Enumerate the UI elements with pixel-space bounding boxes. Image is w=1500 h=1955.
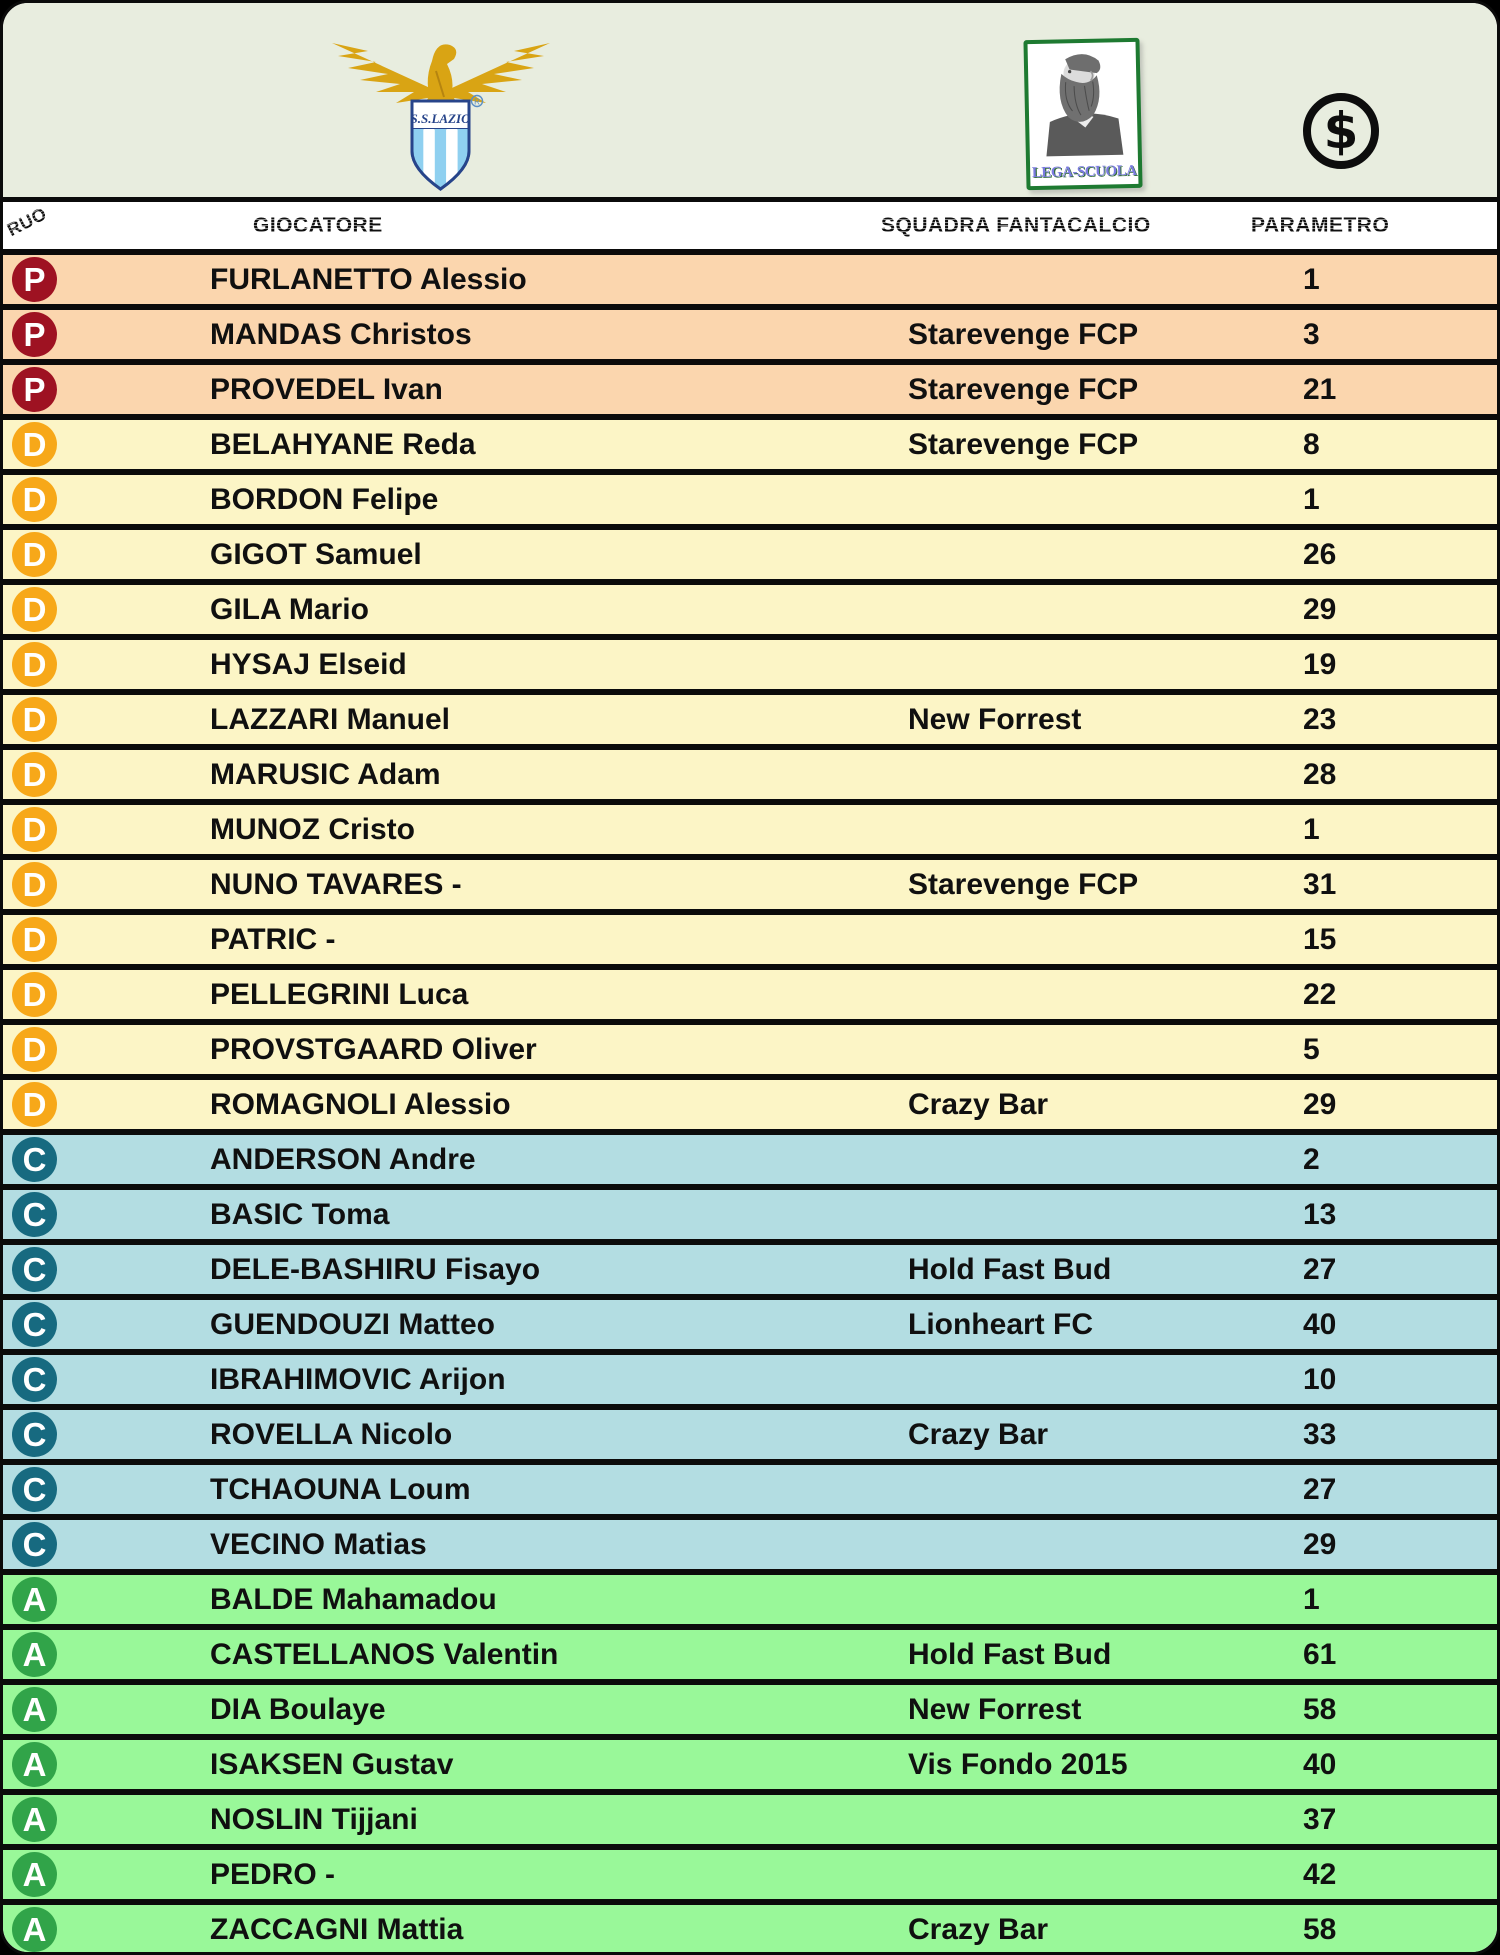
role-badge: C — [12, 1192, 57, 1237]
player-parametro: 1 — [1303, 483, 1320, 516]
role-badge: C — [12, 1412, 57, 1457]
role-badge: D — [12, 917, 57, 962]
player-parametro: 37 — [1303, 1803, 1337, 1836]
player-fantateam: Starevenge FCP — [908, 373, 1139, 406]
player-name: ZACCAGNI Mattia — [210, 1913, 464, 1946]
player-parametro: 3 — [1303, 318, 1320, 351]
role-badge: D — [12, 642, 57, 687]
player-parametro: 19 — [1303, 648, 1337, 681]
player-row — [3, 585, 1497, 640]
player-row — [3, 1190, 1497, 1245]
player-name: CASTELLANOS Valentin — [210, 1638, 559, 1671]
player-name: MUNOZ Cristo — [210, 813, 415, 846]
player-table-body — [3, 255, 1497, 1955]
player-row — [3, 365, 1497, 420]
column-header-ruolo: RUO — [0, 192, 56, 253]
player-row — [3, 750, 1497, 805]
player-fantateam: Hold Fast Bud — [908, 1638, 1112, 1671]
player-row — [3, 695, 1497, 750]
player-parametro: 23 — [1303, 703, 1337, 736]
player-name: TCHAOUNA Loum — [210, 1473, 471, 1506]
lazio-badge-text: S.S.LAZIO — [410, 111, 471, 126]
registered-mark: R — [474, 97, 480, 107]
role-badge: A — [12, 1687, 57, 1732]
player-parametro: 26 — [1303, 538, 1337, 571]
league-logo — [1023, 38, 1142, 190]
player-row — [3, 1740, 1497, 1795]
role-badge: D — [12, 1082, 57, 1127]
role-badge: C — [12, 1522, 57, 1567]
player-parametro: 31 — [1303, 868, 1337, 901]
player-row — [3, 805, 1497, 860]
player-name: IBRAHIMOVIC Arijon — [210, 1363, 506, 1396]
role-badge: D — [12, 477, 57, 522]
dollar-symbol: $ — [1323, 102, 1359, 160]
player-row — [3, 420, 1497, 475]
player-parametro: 27 — [1303, 1473, 1337, 1506]
player-name: PROVEDEL Ivan — [210, 373, 443, 406]
player-name: DIA Boulaye — [210, 1693, 386, 1726]
player-row — [3, 640, 1497, 695]
player-fantateam: Starevenge FCP — [908, 868, 1139, 901]
player-parametro: 29 — [1303, 1528, 1337, 1561]
player-fantateam: Vis Fondo 2015 — [908, 1748, 1128, 1781]
player-name: GIGOT Samuel — [210, 538, 422, 571]
role-badge: D — [12, 697, 57, 742]
player-parametro: 33 — [1303, 1418, 1337, 1451]
player-name: GILA Mario — [210, 593, 369, 626]
player-fantateam: Lionheart FC — [908, 1308, 1093, 1341]
role-badge: D — [12, 807, 57, 852]
player-name: PEDRO - — [210, 1858, 336, 1891]
player-name: HYSAJ Elseid — [210, 648, 407, 681]
role-badge: D — [12, 587, 57, 632]
role-badge: A — [12, 1852, 57, 1897]
player-parametro: 40 — [1303, 1748, 1337, 1781]
player-parametro: 22 — [1303, 978, 1337, 1011]
player-row — [3, 1575, 1497, 1630]
player-row — [3, 310, 1497, 365]
player-parametro: 61 — [1303, 1638, 1337, 1671]
player-name: ANDERSON Andre — [210, 1143, 476, 1176]
player-row — [3, 1795, 1497, 1850]
player-row — [3, 860, 1497, 915]
player-name: LAZZARI Manuel — [210, 703, 450, 736]
player-name: PATRIC - — [210, 923, 336, 956]
player-name: ROMAGNOLI Alessio — [210, 1088, 511, 1121]
player-name: FURLANETTO Alessio — [210, 263, 527, 296]
player-name: ROVELLA Nicolo — [210, 1418, 453, 1451]
player-parametro: 1 — [1303, 813, 1320, 846]
role-badge: P — [12, 257, 57, 302]
player-fantateam: New Forrest — [908, 1693, 1082, 1726]
player-parametro: 28 — [1303, 758, 1337, 791]
role-badge: C — [12, 1137, 57, 1182]
player-row — [3, 1025, 1497, 1080]
role-badge: A — [12, 1797, 57, 1842]
top-banner — [3, 3, 1497, 197]
player-name: MARUSIC Adam — [210, 758, 441, 791]
player-parametro: 1 — [1303, 263, 1320, 296]
player-name: PELLEGRINI Luca — [210, 978, 469, 1011]
player-row — [3, 1135, 1497, 1190]
player-parametro: 2 — [1303, 1143, 1320, 1176]
role-badge: C — [12, 1467, 57, 1512]
player-row — [3, 255, 1497, 310]
player-row — [3, 1630, 1497, 1685]
role-badge: D — [12, 862, 57, 907]
column-header-parametro: PARAMETRO — [1251, 202, 1389, 249]
player-fantateam: Crazy Bar — [908, 1418, 1049, 1451]
player-row — [3, 1850, 1497, 1905]
player-name: MANDAS Christos — [210, 318, 472, 351]
table-header-row — [3, 197, 1497, 255]
player-fantateam: Starevenge FCP — [908, 318, 1139, 351]
player-row — [3, 1685, 1497, 1740]
player-name: VECINO Matias — [210, 1528, 427, 1561]
player-parametro: 42 — [1303, 1858, 1337, 1891]
role-badge: D — [12, 752, 57, 797]
role-badge: A — [12, 1742, 57, 1787]
player-name: DELE-BASHIRU Fisayo — [210, 1253, 541, 1286]
player-parametro: 5 — [1303, 1033, 1320, 1066]
role-badge: P — [12, 312, 57, 357]
player-row — [3, 1905, 1497, 1955]
role-badge: D — [12, 972, 57, 1017]
player-fantateam: Hold Fast Bud — [908, 1253, 1112, 1286]
league-portrait-icon — [1030, 44, 1136, 158]
player-parametro: 27 — [1303, 1253, 1337, 1286]
player-row — [3, 1465, 1497, 1520]
player-row — [3, 970, 1497, 1025]
lazio-club-badge-icon — [328, 31, 554, 199]
player-row — [3, 530, 1497, 585]
player-parametro: 15 — [1303, 923, 1337, 956]
player-name: BALDE Mahamadou — [210, 1583, 497, 1616]
player-name: PROVSTGAARD Oliver — [210, 1033, 537, 1066]
player-name: BELAHYANE Reda — [210, 428, 476, 461]
league-name-label: LEGA-SCUOLA — [1031, 162, 1137, 182]
player-row — [3, 1245, 1497, 1300]
role-badge: C — [12, 1357, 57, 1402]
player-parametro: 8 — [1303, 428, 1320, 461]
player-parametro: 40 — [1303, 1308, 1337, 1341]
role-badge: A — [12, 1632, 57, 1677]
player-fantateam: New Forrest — [908, 703, 1082, 736]
player-row — [3, 1355, 1497, 1410]
player-parametro: 58 — [1303, 1693, 1337, 1726]
role-badge: C — [12, 1247, 57, 1292]
player-name: NOSLIN Tijjani — [210, 1803, 418, 1836]
player-row — [3, 475, 1497, 530]
player-parametro: 10 — [1303, 1363, 1337, 1396]
player-parametro: 58 — [1303, 1913, 1337, 1946]
player-fantateam: Crazy Bar — [908, 1088, 1049, 1121]
player-row — [3, 1080, 1497, 1135]
player-name: GUENDOUZI Matteo — [210, 1308, 495, 1341]
dollar-icon — [1303, 93, 1379, 169]
player-parametro: 29 — [1303, 593, 1337, 626]
role-badge: C — [12, 1302, 57, 1347]
player-parametro: 29 — [1303, 1088, 1337, 1121]
player-parametro: 13 — [1303, 1198, 1337, 1231]
player-row — [3, 915, 1497, 970]
role-badge: D — [12, 1027, 57, 1072]
player-row — [3, 1520, 1497, 1575]
player-fantateam: Crazy Bar — [908, 1913, 1049, 1946]
player-name: ISAKSEN Gustav — [210, 1748, 454, 1781]
player-parametro: 1 — [1303, 1583, 1320, 1616]
role-badge: A — [12, 1577, 57, 1622]
player-name: NUNO TAVARES - — [210, 868, 462, 901]
player-name: BASIC Toma — [210, 1198, 390, 1231]
player-row — [3, 1410, 1497, 1465]
column-header-squadra-fantacalcio: SQUADRA FANTACALCIO — [881, 202, 1151, 249]
role-badge: D — [12, 532, 57, 577]
player-name: BORDON Felipe — [210, 483, 439, 516]
player-parametro: 21 — [1303, 373, 1337, 406]
role-badge: D — [12, 422, 57, 467]
role-badge: P — [12, 367, 57, 412]
player-row — [3, 1300, 1497, 1355]
player-fantateam: Starevenge FCP — [908, 428, 1139, 461]
role-badge: A — [12, 1907, 57, 1952]
column-header-giocatore: GIOCATORE — [253, 202, 383, 249]
